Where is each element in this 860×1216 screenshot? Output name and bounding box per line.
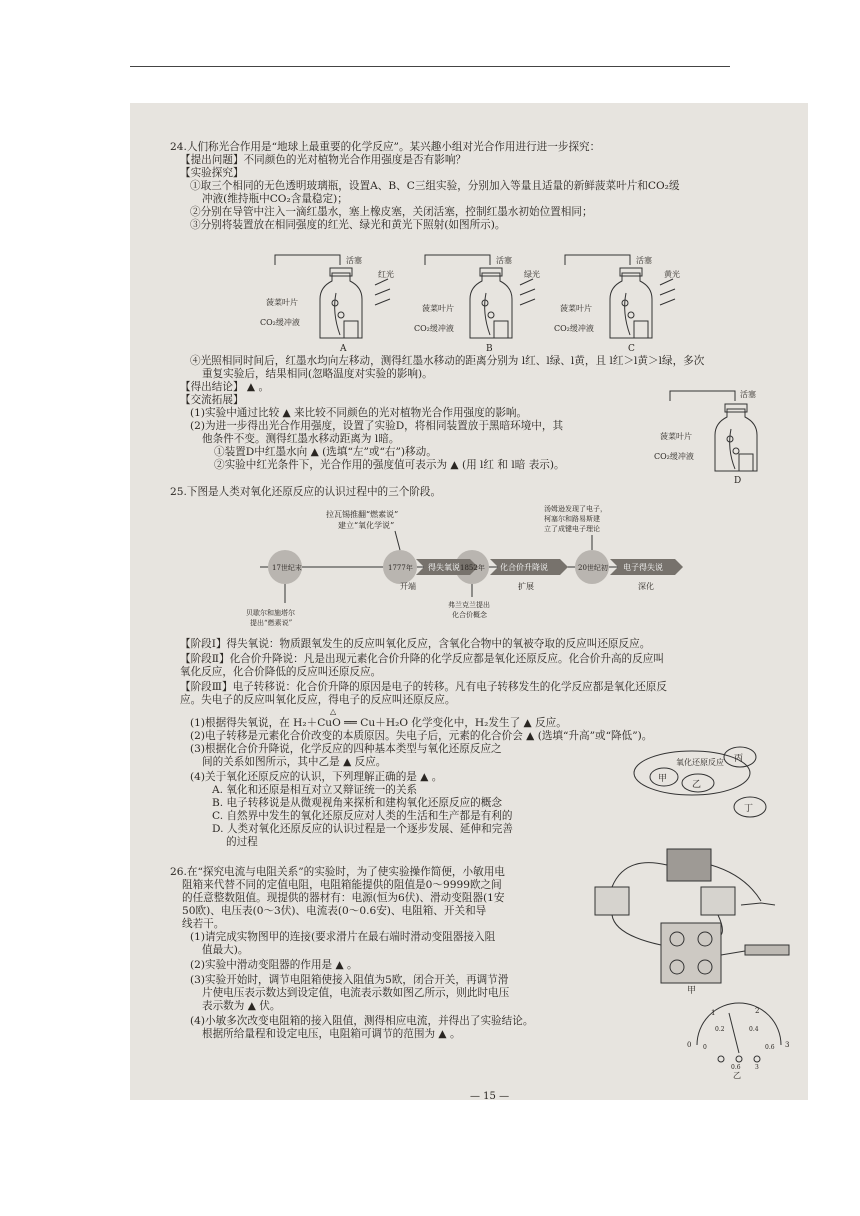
q24-question: 【提出问题】不同颜色的光对植物光合作用强度是否有影响？ [180,154,467,166]
meter-needle [729,1013,739,1053]
q26-q3c: 表示数为 ▲ 伏。 [202,1000,281,1012]
q26-q1b: 值最大)。 [202,944,249,956]
q25-stage2b: 氧化反应，化合价降低的反应叫还原反应。 [180,666,382,678]
q24-e2c: ①装置D中红墨水向 ▲ (选填“左”或“右”)移动。 [214,446,437,458]
q25-stem: 25.下图是人类对氧化还原反应的认识过程中的三个阶段。 [170,486,442,498]
q25-stage1: 【阶段Ⅰ】得失氧说：物质跟氧发生的反应叫氧化反应，含氧化合物中的氧被夺取的反应叫还原反应。 [180,638,651,650]
q25-q4: (4)关于氧化还原反应的认识，下列理解正确的是 ▲ 。 [190,771,443,783]
label-c: C [628,344,635,353]
q24-conclusion: 【得出结论】 ▲ 。 [180,381,270,393]
q24-step2: ②分别在导管中注入一滴红墨水，塞上橡皮塞，关闭活塞，控制红墨水初始位置相同； [190,206,593,218]
venn-big-label: 氧化还原反应 [676,758,724,767]
venn-ding: 丁 [744,804,754,814]
scale-2: 2 [755,1007,760,1015]
tick-0: 0 [703,1044,707,1051]
q24-extend: 【交流拓展】 [180,394,244,406]
label-buffer-d: CO₂缓冲液 [654,452,694,461]
q25-option-b: B. 电子转移说是从微观视角来探析和建构氧化还原反应的概念 [212,797,502,809]
bottom-note-2: 弗兰克兰提出 [448,601,490,609]
page-number: — 15 — [470,1091,510,1100]
arrow-label-1: 得失氧说 [428,563,460,572]
q26-l1: 26.在“探究电流与电阻关系”的实验时，为了使实验操作简便，小敏用电 [170,866,505,878]
label-a: A [340,344,347,353]
q26-q3b: 片使电压表示数达到设定值，电流表示数如图乙所示，则此时电压 [202,987,510,999]
bottom-note-1b: 提出“燃素说” [250,619,293,627]
q25-stage3: 【阶段Ⅲ】电子转移说：化合价升降的原因是电子的转移。凡有电子转移发生的化学反应都是氧化还原反 [180,681,667,693]
q25-q3: (3)根据化合价升降说，化学反应的四种基本类型与氧化还原反应之 [190,743,502,755]
label-yellow-light: 黄光 [664,270,680,279]
label-valve-a: 活塞 [346,256,362,265]
q24-e2d: ②实验中红光条件下，光合作用的强度值可表示为 ▲ (用 l红 和 l暗 表示)。 [214,459,565,471]
top-note-2c: 立了成键电子理论 [544,525,600,533]
arrow-label-3: 电子得失说 [623,563,663,572]
label-leaf-a: 菠菜叶片 [266,298,298,307]
scale-3: 3 [785,1041,790,1049]
label-leaf-c: 菠菜叶片 [560,304,592,313]
figure-jia-label: 甲 [687,986,697,995]
label-valve-c: 活塞 [636,256,652,265]
q26-q4: (4)小敏多次改变电阻箱的接入阻值，测得相应电流，并得出了实验结论。 [190,1015,534,1027]
label-buffer-c: CO₂缓冲液 [554,324,594,333]
stage-label-3: 深化 [638,582,654,591]
node-label-1: 17世纪末 [272,564,302,572]
heat-symbol: △ [330,707,337,716]
q25-option-d: D. 人类对氧化还原反应的认识过程是一个逐步发展、延伸和完善 [212,823,513,835]
q26-circuit-figure [585,835,800,995]
label-valve-b: 活塞 [496,256,512,265]
ammeter [701,887,735,915]
q24-step3: ③分别将装置放在相同强度的红光、绿光和黄光下照射(如图所示)。 [190,219,506,231]
top-note-2b: 柯塞尔和路易斯建 [544,515,600,523]
q26-l2: 阻箱来代替不同的定值电阻，电阻箱能提供的阻值是0～9999欧之间 [182,879,502,891]
q26-q3: (3)实验开始时，调节电阻箱使接入阻值为5欧，闭合开关，再调节滑 [190,974,509,986]
venn-yi: 乙 [692,780,702,790]
q25-venn-diagram [620,735,800,825]
label-buffer-b: CO₂缓冲液 [414,324,454,333]
q24-apparatus-figure [250,243,750,353]
q26-q4b: 根据所给量程和设定电压，电阻箱可调节的范围为 ▲ 。 [202,1028,461,1040]
q24-e2: (2)为进一步得出光合作用强度，设置了实验D，将相同装置放于黑暗环境中，其 [190,420,564,432]
q26-ammeter-figure [685,1001,795,1079]
bottom-note-1: 贝歇尔和施塔尔 [246,609,295,617]
switch [741,903,775,905]
q25-option-c: C. 自然界中发生的氧化还原反应对人类的生活和生产都是有利的 [212,810,513,822]
q24-e1: (1)实验中通过比较 ▲ 来比较不同颜色的光对植物光合作用强度的影响。 [190,407,528,419]
tick-02: 0.2 [715,1026,725,1033]
label-leaf-d: 菠菜叶片 [660,432,692,441]
q24-explore: 【实验探究】 [180,167,244,179]
scale-1: 1 [711,1009,716,1017]
q25-option-a: A. 氧化和还原是相互对立又辩证统一的关系 [212,784,418,796]
node-label-3: 1852年 [460,564,485,572]
q26-q2: (2)实验中滑动变阻器的作用是 ▲ 。 [190,959,358,971]
q24-step1b: 冲液(维持瓶中CO₂含量稳定)； [202,193,348,205]
node-label-4: 20世纪初 [578,564,608,572]
q25-q3b: 间的关系如图所示，其中乙是 ▲ 反应。 [202,756,387,768]
q25-q2: (2)电子转移是元素化合价改变的本质原因。失电子后，元素的化合价会 ▲ (选填“升高”或“降低”)。 [190,730,653,742]
label-d: D [734,476,742,486]
q24-step4: ④光照相同时间后，红墨水均向左移动，测得红墨水移动的距离分别为 l红、l绿、l黄，且 l红＞l黄＞l绿，多次 [190,355,705,367]
rheostat [745,945,789,955]
q25-stage3b: 应。失电子的反应叫氧化反应，得电子的反应叫还原反应。 [180,694,456,706]
venn-jia: 甲 [658,774,668,784]
top-note-1b: 建立“氧化学说” [338,521,395,530]
q24-step4b: 重复实验后，结果相同(忽略温度对实验的影响)。 [202,368,433,380]
figure-yi-label: 乙 [733,1071,741,1079]
tick-04: 0.4 [749,1026,759,1033]
q25-stage2: 【阶段Ⅱ】化合价升降说：凡是出现元素化合价升降的化学反应都是氧化还原反应。化合价升高的反应叫 [180,653,664,665]
exam-page [130,103,808,1100]
label-b: B [486,344,493,353]
terminal-06: 0.6 [731,1064,741,1071]
label-green-light: 绿光 [524,270,540,279]
q26-l5: 线若干。 [182,918,225,930]
q25-timeline-figure [240,505,700,630]
stage-label-2: 扩展 [518,582,534,591]
bottom-note-2b: 化合价概念 [452,611,487,619]
label-buffer-a: CO₂缓冲液 [260,318,300,327]
top-rule [130,66,730,67]
label-valve-d: 活塞 [740,390,756,399]
venn-bing: 丙 [734,754,744,764]
battery-box [667,849,711,881]
voltmeter [595,887,629,915]
q25-q1: (1)根据得失氧说，在 H₂＋CuO ══ Cu＋H₂O 化学变化中，H₂发生了 ▲ 反应。 [190,717,567,729]
label-leaf-b: 菠菜叶片 [422,304,454,313]
q24-e2b: 他条件不变。测得红墨水移动距离为 l暗。 [202,433,400,445]
q24-apparatus-d [650,379,800,489]
q24-step1: ①取三个相同的无色透明玻璃瓶，设置A、B、C三组实验，分别加入等量且适量的新鲜菠菜叶片和CO₂缓 [190,180,680,192]
q26-l3: 的任意整数阻值。现提供的器材有：电源(恒为6伏)、滑动变阻器(1安 [182,892,505,904]
resistance-box [661,923,721,983]
scale-0: 0 [687,1041,692,1049]
node-label-2: 1777年 [388,564,413,572]
tick-06: 0.6 [765,1044,775,1051]
q26-l4: 50欧)、电压表(0～3伏)、电流表(0～0.6安)、电阻箱、开关和导 [182,905,487,917]
arrow-label-2: 化合价升降说 [500,563,548,572]
q25-option-d2: 的过程 [226,836,258,848]
terminal-3: 3 [755,1064,759,1071]
q24-stem: 24.人们称光合作用是“地球上最重要的化学反应”。某兴趣小组对光合作用进行进一步探究： [170,141,601,153]
top-note-2: 汤姆逊发现了电子， [544,505,607,513]
top-note-1: 拉瓦锡推翻“燃素说” [326,510,399,519]
q26-q1: (1)请完成实物图甲的连接(要求滑片在最右端时滑动变阻器接入阻 [190,931,496,943]
stage-label-1: 开端 [400,582,416,591]
label-red-light: 红光 [378,270,394,279]
